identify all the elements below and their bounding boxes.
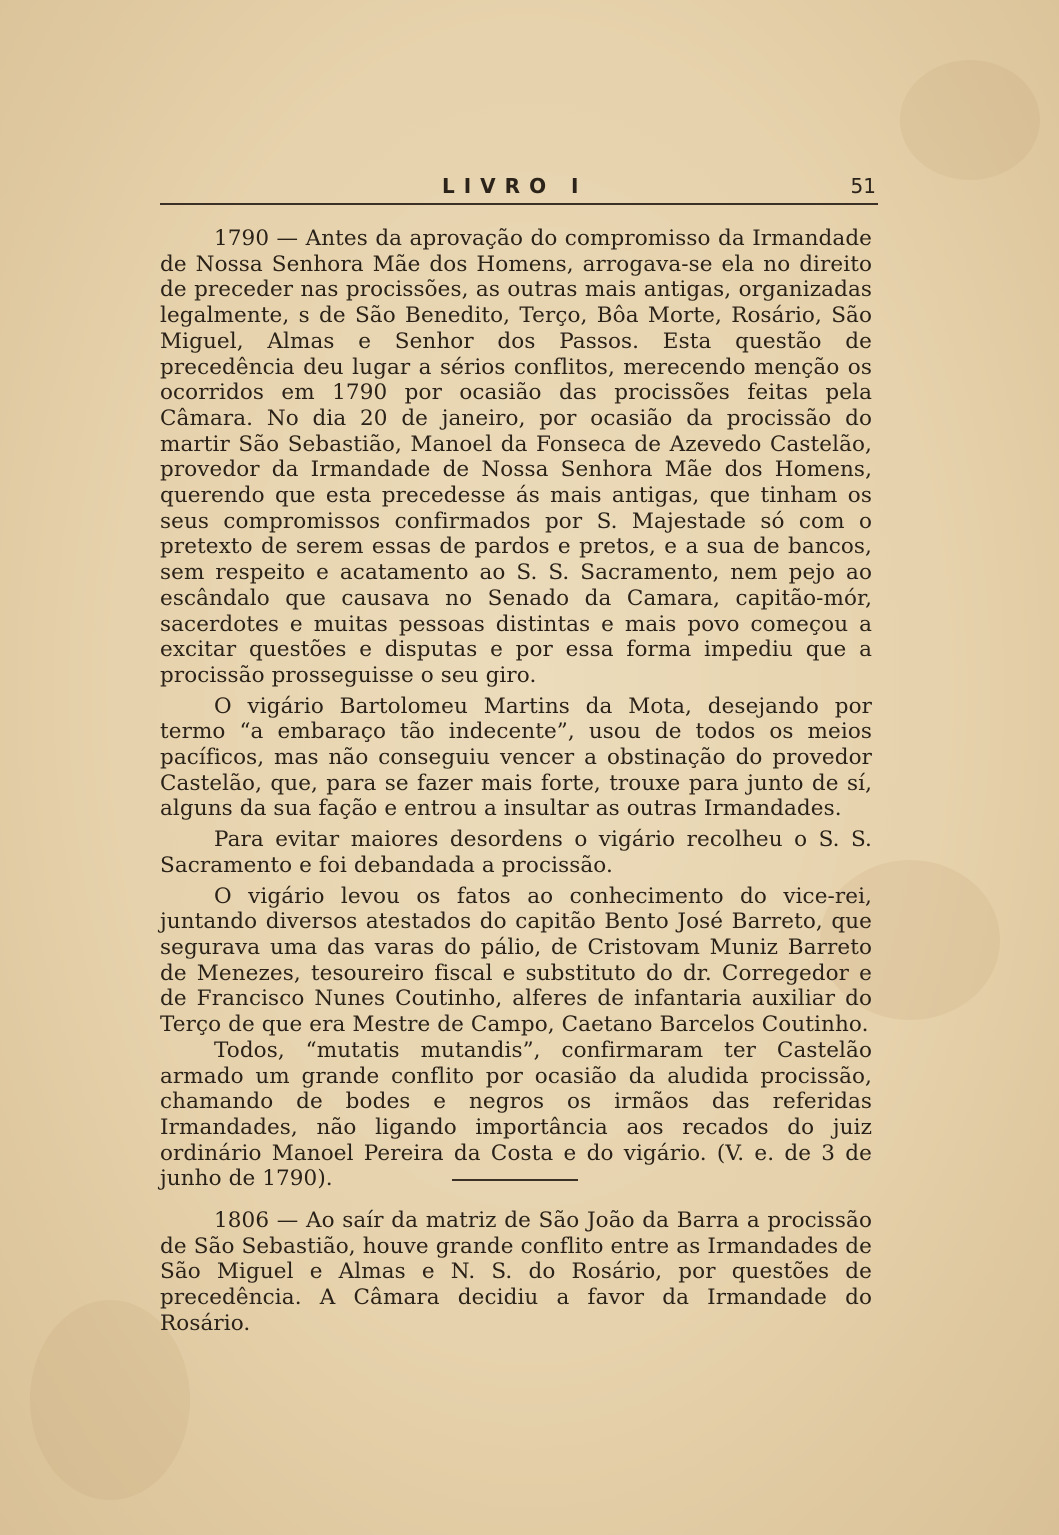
paragraph: 1806 — Ao saír da matriz de São João da Barra a procissão de São Sebastião, houve grande conflito entre as Irmandades de São Miguel e Almas e N. S. do Rosário, por questões de precedência. A Câmara decidiu a favor da Irmandade do Rosário.	[160, 1208, 872, 1336]
header-rule	[160, 203, 878, 205]
paragraph: Para evitar maiores desordens o vigário recolheu o S. S. Sacramento e foi debandada a procissão.	[160, 827, 872, 878]
paragraph: 1790 — Antes da aprovação do compromisso da Irmandade de Nossa Senhora Mãe dos Homens, arrogava-se ela no direito de preceder nas procissões, as outras mais antigas, organizadas legalmente, s de São Benedito, Terço, Bôa Morte, Rosário, São Miguel, Almas e Senhor dos Passos. Esta questão de precedência deu lugar a sérios conflitos, merecendo menção os ocorridos em 1790 por ocasião das procissões feitas pela Câmara. No dia 20 de janeiro, por ocasião da procissão do martir São Sebastião, Manoel da Fonseca de Azevedo Castelão, provedor da Irmandade de Nossa Senhora Mãe dos Homens, querendo que esta precedesse ás mais antigas, que tinham os seus compromissos confirmados por S. Majestade só com o pretexto de serem essas de pardos e pretos, e a sua de bancos, sem respeito e acatamento ao S. S. Sacramento, nem pejo ao escândalo que causava no Senado da Camara, capitão-mór, sacerdotes e muitas pessoas distintas e mais povo começou a excitar questões e disputas e por essa forma impediu que a procissão prosseguisse o seu giro.	[160, 226, 872, 688]
page-header	[160, 174, 880, 204]
paragraph: O vigário Bartolomeu Martins da Mota, desejando por termo “a embaraço tão indecente”, usou de todos os meios pacíficos, mas não conseguiu vencer a obstinação do provedor Castelão, que, para se fazer mais forte, trouxe para junto de sí, alguns da sua fação e entrou a insultar as outras Irmandades.	[160, 693, 872, 822]
paragraph: Todos, “mutatis mutandis”, confirmaram ter Castelão armado um grande conflito por ocasião da aludida procissão, chamando de bodes e negros os irmãos das referidas Irmandades, não ligando importância aos recados do juiz ordinário Manoel Pereira da Costa e do vigário. (V. e. de 3 de junho de 1790).	[160, 1037, 872, 1192]
paragraph: O vigário levou os fatos ao conhecimento do vice-rei, juntando diversos atestados do capitão Bento José Barreto, que segurava uma das varas do pálio, de Cristovam Muniz Barreto de Menezes, tesoureiro fiscal e substituto do dr. Corregedor e de Francisco Nunes Coutinho, alferes de infantaria auxiliar do Terço de que era Mestre de Campo, Caetano Barcelos Coutinho.	[160, 883, 872, 1038]
entry-1806	[160, 1208, 872, 1337]
section-divider	[452, 1179, 578, 1181]
paper-stain	[900, 60, 1040, 180]
entry-1790	[160, 226, 872, 1192]
running-head: LIVRO I	[442, 174, 588, 198]
page-number: 51	[850, 174, 876, 198]
